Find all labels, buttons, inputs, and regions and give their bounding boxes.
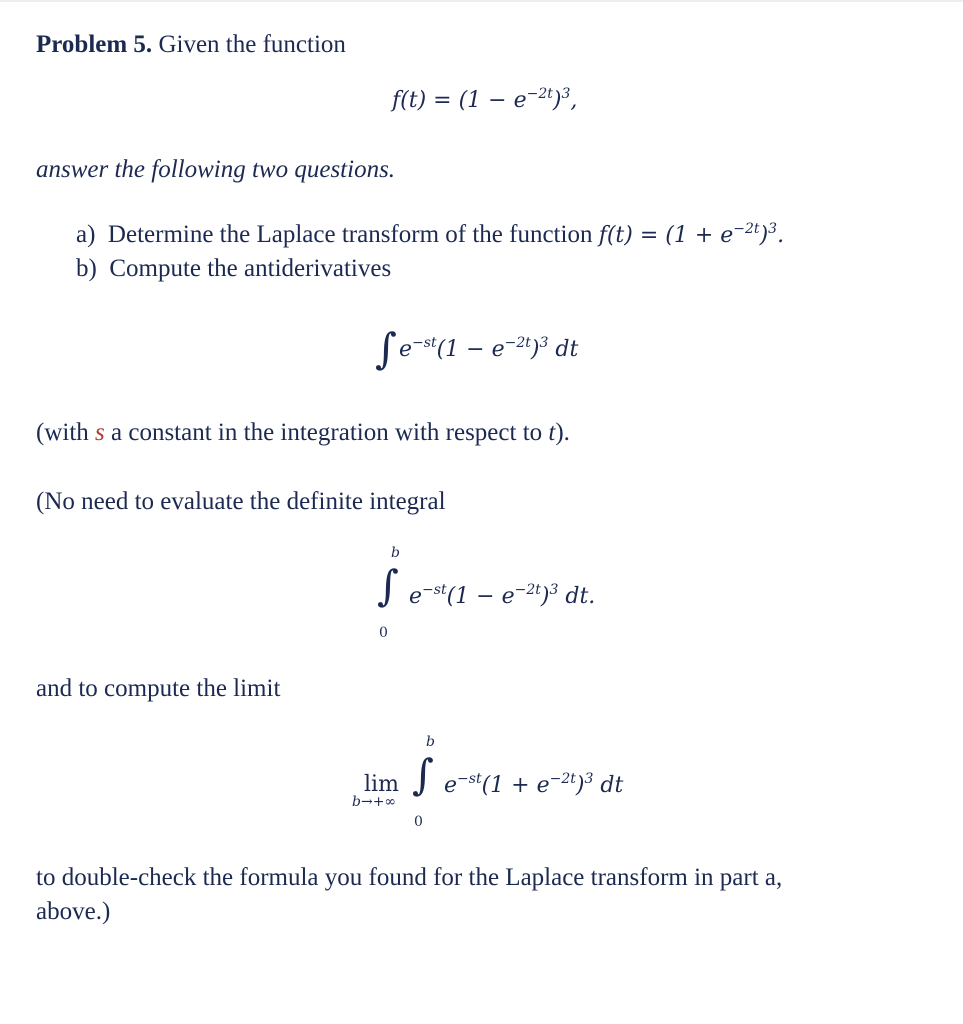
closing-line-2: above.)	[36, 898, 111, 925]
upper-limit: b	[426, 734, 435, 750]
variable-t: t	[548, 419, 556, 446]
integrand: $e^{-st}(1 - e^{-2t})^3$ dt	[399, 335, 579, 362]
function-rhs: )	[552, 88, 562, 113]
lower-limit: 0	[414, 814, 423, 830]
problem-label: Problem 5.	[36, 31, 153, 58]
variable-s: s	[95, 419, 105, 446]
problem-header	[36, 30, 346, 60]
part-b-text: Compute the antiderivatives	[109, 255, 392, 282]
integral-sign: ∫	[375, 324, 397, 373]
part-b	[76, 254, 391, 284]
lower-limit: 0	[379, 625, 388, 641]
lim-subscript: b→+∞	[352, 794, 397, 810]
part-a-label: a)	[76, 221, 96, 248]
integrand: $e^{-st}(1 + e^{-2t})^3$ dt	[444, 771, 624, 798]
definite-integral	[375, 545, 635, 645]
function-tail: ,	[570, 88, 578, 113]
function-exponent: −2t	[526, 86, 553, 102]
instruction-text: answer the following two questions.	[36, 156, 396, 183]
part-a-formula: $f(t) = (1 + e^{-2t})^3$.	[598, 221, 785, 248]
function-power: 3	[561, 86, 571, 102]
part-a	[76, 220, 784, 251]
integrand: $e^{-st}(1 - e^{-2t})^3$ dt.	[409, 582, 596, 609]
function-lhs: f(t) = (1 − e	[392, 88, 527, 113]
constant-note: (with s a constant in the integration with respect to t).	[36, 419, 570, 446]
lim-operator: lim	[364, 772, 399, 797]
integral-sign: ∫	[412, 750, 434, 799]
closing-line-1: to double-check the formula you found for the Laplace transform in part a,	[36, 864, 783, 891]
part-a-text: Determine the Laplace transform of the function	[107, 221, 599, 248]
upper-limit: b	[391, 545, 400, 561]
part-b-label: b)	[76, 255, 97, 282]
limit-intro: and to compute the limit	[36, 675, 281, 702]
top-border	[0, 0, 963, 2]
integral-sign: ∫	[377, 561, 399, 610]
limit-expression	[350, 734, 670, 834]
function-definition	[392, 86, 577, 116]
no-need-note: (No need to evaluate the definite integral	[36, 488, 446, 515]
problem-intro: Given the function	[152, 31, 346, 58]
